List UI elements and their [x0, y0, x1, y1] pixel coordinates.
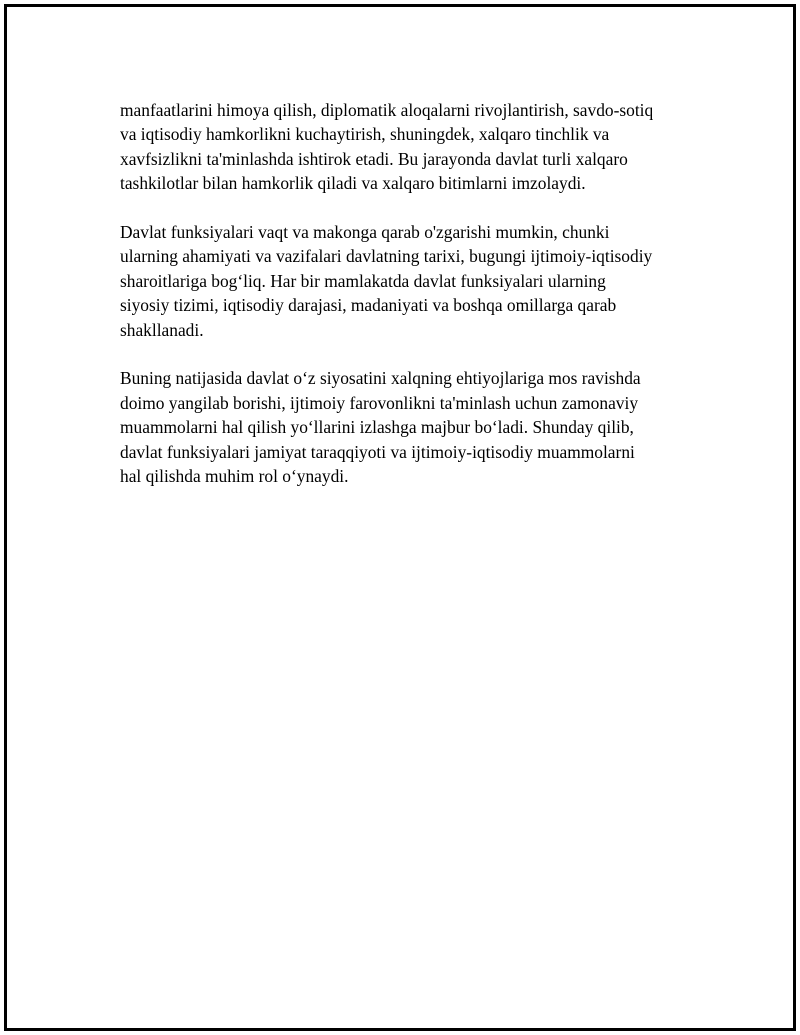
- text-line: Buning natijasida davlat o‘z siyosatini xalqning ehtiyojlariga mos ravishda: [120, 368, 641, 389]
- text-line: xavfsizlikni ta'minlashda ishtirok etadi. Bu jarayonda davlat turli xalqaro: [120, 148, 628, 169]
- text-line: muammolarni hal qilish yo‘llarini izlashga majbur bo‘ladi. Shunday qilib,: [120, 417, 634, 438]
- paragraph: [120, 366, 710, 488]
- text-line: shakllanadi.: [120, 319, 204, 340]
- text-line: Davlat funksiyalari vaqt va makonga qarab o'zgarishi mumkin, chunki: [120, 222, 610, 243]
- text-line: sharoitlariga bog‘liq. Har bir mamlakatda davlat funksiyalari ularning: [120, 270, 606, 291]
- text-line: davlat funksiyalari jamiyat taraqqiyoti va ijtimoiy-iqtisodiy muammolarni: [120, 441, 635, 462]
- paragraph: [120, 98, 710, 196]
- text-line: va iqtisodiy hamkorlikni kuchaytirish, shuningdek, xalqaro tinchlik va: [120, 124, 610, 145]
- text-line: doimo yangilab borishi, ijtimoiy farovonlikni ta'minlash uchun zamonaviy: [120, 392, 639, 413]
- text-line: siyosiy tizimi, iqtisodiy darajasi, madaniyati va boshqa omillarga qarab: [120, 295, 617, 316]
- document-body: [120, 98, 710, 513]
- text-line: manfaatlarini himoya qilish, diplomatik aloqalarni rivojlantirish, savdo-sotiq: [120, 100, 654, 120]
- text-line: hal qilishda muhim rol o‘ynaydi.: [120, 466, 349, 487]
- document-page: [4, 4, 796, 1031]
- text-line: tashkilotlar bilan hamkorlik qiladi va xalqaro bitimlarni imzolaydi.: [120, 173, 586, 194]
- paragraph: [120, 220, 710, 342]
- text-line: ularning ahamiyati va vazifalari davlatning tarixi, bugungi ijtimoiy-iqtisodiy: [120, 246, 653, 267]
